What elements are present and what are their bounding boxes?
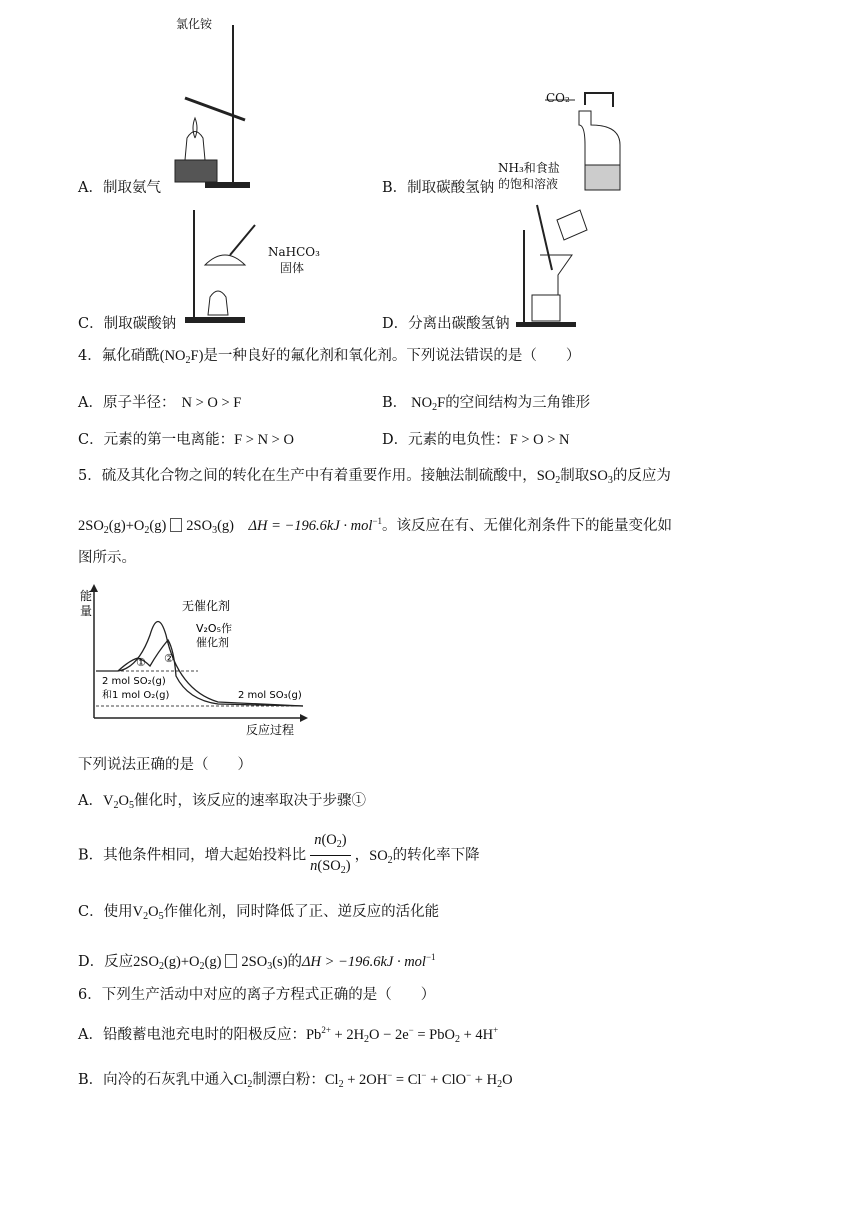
q4-option-d: D．元素的电负性：F > O > N (382, 432, 570, 448)
apparatus-c-label-1: NaHCO₃ (268, 245, 320, 259)
apparatus-c-figure (180, 205, 260, 330)
diagram-product: 2 mol SO₃(g) (238, 690, 302, 701)
reversible-arrow-icon (170, 518, 182, 532)
q3-option-b: B．制取碳酸氢钠 (382, 180, 495, 196)
q4-option-b: B． $NO_2F$的空间结构为三角锥形 (382, 395, 591, 413)
q6-stem: 6．下列生产活动中对应的离子方程式正确的是（ ） (78, 987, 436, 1003)
apparatus-b-solution-2: 的饱和溶液 (498, 177, 559, 191)
apparatus-b-gas: CO₂ (546, 91, 570, 105)
q5-stem-line1: 5．硫及其化合物之间的转化在生产中有着重要作用。接触法制硫酸中，$SO_2$制取$SO_3$的反应为 (78, 468, 671, 486)
q5-equation-line: $2SO_2(g)+O_2(g)$ $2SO_3(g)$ ΔH = −196.6kJ · mol$^{-1}$。该反应在有、无催化剂条件下的能量变化如 (78, 516, 673, 536)
energy-diagram (78, 580, 318, 740)
diagram-reactant-1: 2 mol SO₂(g) (102, 676, 166, 687)
q5-question: 下列说法正确的是（ ） (78, 757, 252, 773)
q4-formula: $(NO_2F)$ (159, 348, 204, 366)
diagram-catalyst-1: V₂O₅作 (196, 622, 233, 635)
q3-option-a: A．制取氨气 (78, 180, 161, 196)
diagram-no-catalyst: 无催化剂 (182, 599, 231, 613)
apparatus-d-figure (512, 200, 592, 330)
q5-option-a: A．$V_2O_5$催化时，该反应的速率取决于步骤① (78, 793, 366, 811)
apparatus-b-solution-1: NH₃和食盐 (498, 161, 560, 175)
apparatus-a-label: 氯化铵 (176, 17, 213, 31)
diagram-xlabel: 反应过程 (246, 723, 295, 737)
diagram-step-2: ② (164, 652, 174, 665)
q4-stem (78, 346, 580, 371)
q4-option-c: C．元素的第一电离能：F > N > O (78, 432, 294, 448)
apparatus-a-figure (165, 10, 255, 195)
q4-stem-pre: 4．氟化硝酰 (78, 348, 160, 364)
q5-option-c: C．使用$V_2O_5$作催化剂，同时降低了正、逆反应的活化能 (78, 904, 440, 922)
diagram-catalyst-2: 催化剂 (196, 636, 229, 649)
diagram-ylabel-2: 量 (80, 604, 93, 618)
q5-option-b: B．其他条件相同，增大起始投料比 $\frac{n(O_2)}{n(SO_2)}$ ，$SO_2$的转化率下降 (78, 830, 480, 881)
diagram-ylabel-1: 能 (80, 589, 93, 603)
q5-stem-line3: 图所示。 (78, 550, 136, 566)
q3-option-d: D．分离出碳酸氢钠 (382, 316, 510, 332)
feed-ratio-fraction: $\frac{n(O_2)}{n(SO_2)}$ (310, 832, 351, 876)
reversible-arrow-icon (225, 954, 237, 968)
q5-option-d: D．反应$2SO_2(g)+O_2(g)$ $2SO_3(s)$的ΔH > −196.6kJ · mol$^{-1}$ (78, 952, 436, 972)
q6-option-b: B．向冷的石灰乳中通入$Cl_2$制漂白粉：$Cl_2 + 2OH^- = Cl^- + ClO^- + H_2O$ (78, 1070, 513, 1090)
q3-option-c: C．制取碳酸钠 (78, 316, 177, 332)
diagram-reactant-2: 和1 mol O₂(g) (102, 690, 170, 701)
diagram-step-1: ① (136, 656, 146, 669)
q6-option-a: A．铅酸蓄电池充电时的阳极反应：$Pb^{2+} + 2H_2O - 2e^- = PbO_2 + 4H^+$ (78, 1025, 499, 1045)
apparatus-c-label-2: 固体 (280, 261, 305, 275)
q4-option-a: A．原子半径： N > O > F (78, 395, 242, 411)
q4-stem-post: 是一种良好的氟化剂和氧化剂。下列说法错误的是（ ） (203, 348, 581, 364)
